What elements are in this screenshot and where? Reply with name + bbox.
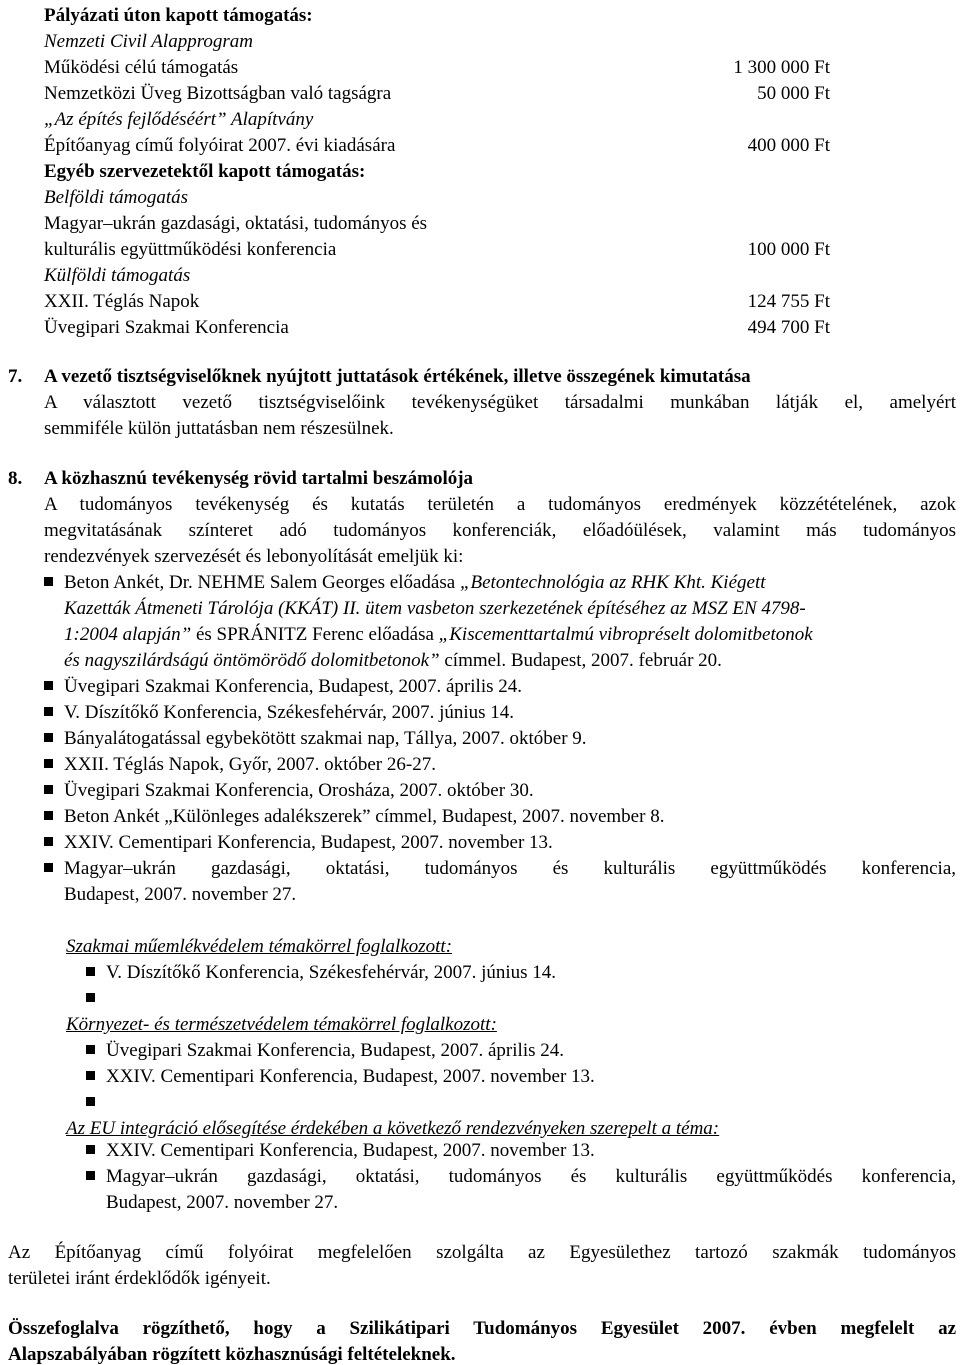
glass-amount: 50 000 Ft: [757, 83, 830, 104]
environment-item: XXIV. Cementipari Konferencia, Budapest, 2007. november 13.: [106, 1066, 595, 1087]
section7-line1: A választott vezető tisztségviselőink tevékenységüket társadalmi munkában látják el, amelyért: [44, 392, 956, 413]
bullet-marker: [44, 577, 53, 586]
bullet1-line3-text: és SPRÁNITZ Ferenc előadása: [191, 624, 439, 645]
list-item: Bányalátogatással egybekötött szakmai nap, Tállya, 2007. október 9.: [64, 728, 587, 749]
summary-line1: Összefoglalva rögzíthető, hogy a Szilikátipari Tudományos Egyesület 2007. évben megfelelt az: [8, 1318, 956, 1339]
bullet1-line1-text: Beton Ankét, Dr. NEHME Salem Georges előadása: [64, 572, 460, 593]
foundation-title: „Az építés fejlődéséért” Alapítvány: [44, 109, 314, 130]
environment-item: Üvegipari Szakmai Konferencia, Budapest, 2007. április 24.: [106, 1040, 564, 1061]
bullet1-line1-title: „Betontechnológia az RHK Kht. Kiégett: [459, 572, 766, 593]
bullet1-line1: [64, 573, 766, 592]
bullet1-line4-text: címmel. Budapest, 2007. február 20.: [439, 650, 722, 671]
bullet-marker: [44, 759, 53, 768]
section8-title: A közhasznú tevékenység rövid tartalmi beszámolója: [44, 468, 474, 489]
list-item: V. Díszítőkő Konferencia, Székesfehérvár, 2007. június 14.: [64, 702, 515, 723]
foreign-title: Külföldi támogatás: [44, 265, 191, 286]
list-item: Beton Ankét „Különleges adalékszerek” címmel, Budapest, 2007. november 8.: [64, 806, 665, 827]
bullet-marker: [44, 681, 53, 690]
journal-note-line1: Az Építőanyag című folyóirat megfelelően szolgálta az Egyesülethez tartozó szakmák tudományos: [8, 1242, 956, 1263]
section7-title: A vezető tisztségviselőknek nyújtott juttatások értékének, illetve összegének kimutatása: [44, 366, 751, 387]
list-item: Üvegipari Szakmai Konferencia, Orosháza, 2007. október 30.: [64, 780, 534, 801]
operating-label: Működési célú támogatás: [44, 57, 239, 78]
list-item: XXII. Téglás Napok, Győr, 2007. október 26-27.: [64, 754, 436, 775]
bullet1-line4-title: és nagyszilárdságú öntömörödő dolomitbetonok”: [64, 650, 440, 671]
glass-label: Nemzetközi Üveg Bizottságban való tagságra: [44, 83, 392, 104]
environment-heading: Környezet- és természetvédelem témakörrel foglalkozott:: [66, 1014, 497, 1035]
eu-item-line1: Magyar–ukrán gazdasági, oktatási, tudományos és kulturális együttműködés konferencia,: [106, 1166, 956, 1187]
eu-item-line2: Budapest, 2007. november 27.: [106, 1192, 339, 1213]
list-item: Üvegipari Szakmai Konferencia, Budapest, 2007. április 24.: [64, 676, 522, 697]
bullet1-line4: [64, 651, 722, 670]
domestic-title: Belföldi támogatás: [44, 187, 189, 208]
bullet-marker: [86, 1071, 95, 1080]
section8-intro3: rendezvények szervezését és lebonyolítását emeljük ki:: [44, 546, 464, 567]
heritage-heading: Szakmai műemlékvédelem témakörrel foglalkozott:: [66, 936, 453, 957]
support-heading: Pályázati úton kapott támogatás:: [44, 5, 313, 26]
bullet-marker: [86, 1171, 95, 1180]
bullet-marker: [44, 733, 53, 742]
bullet-marker: [44, 707, 53, 716]
section7-line2: semmiféle külön juttatásban nem részesülnek.: [44, 418, 394, 439]
nca-title: Nemzeti Civil Alapprogram: [44, 31, 253, 52]
bullet-marker: [86, 993, 95, 1002]
list-item-last-line2: Budapest, 2007. november 27.: [64, 884, 297, 905]
teglas-label: XXII. Téglás Napok: [44, 291, 200, 312]
conf-line2: kulturális együttműködési konferencia: [44, 239, 337, 260]
bullet-marker: [44, 863, 53, 872]
bullet1-line3-title: 1:2004 alapján”: [64, 624, 192, 645]
bullet-marker: [86, 967, 95, 976]
journal-amount: 400 000 Ft: [747, 135, 830, 156]
section8-intro2: megvitatásának színteret adó tudományos konferenciák, előadóülések, valamint más tudományos: [44, 520, 956, 541]
bullet1-line2: Kazetták Átmeneti Tárolója (KKÁT) II. ütem vasbeton szerkezetének építéséhez az MSZ EN 4798-: [64, 598, 806, 619]
section8-intro1: A tudományos tevékenység és kutatás területén a tudományos eredmények közzétételének, azok: [44, 494, 956, 515]
uveg-amount: 494 700 Ft: [747, 317, 830, 338]
bullet-marker: [44, 785, 53, 794]
teglas-amount: 124 755 Ft: [747, 291, 830, 312]
bullet-marker: [44, 837, 53, 846]
conf-line1: Magyar–ukrán gazdasági, oktatási, tudományos és: [44, 213, 428, 234]
section7-number: 7.: [8, 366, 23, 387]
operating-amount: 1 300 000 Ft: [733, 57, 830, 78]
other-heading: Egyéb szervezetektől kapott támogatás:: [44, 161, 366, 182]
conf-amount: 100 000 Ft: [747, 239, 830, 260]
uveg-label: Üvegipari Szakmai Konferencia: [44, 317, 289, 338]
eu-item: XXIV. Cementipari Konferencia, Budapest, 2007. november 13.: [106, 1140, 595, 1161]
journal-label: Építőanyag című folyóirat 2007. évi kiadására: [44, 135, 396, 156]
bullet-marker: [86, 1045, 95, 1054]
list-item-last-line1: Magyar–ukrán gazdasági, oktatási, tudományos és kulturális együttműködés konferencia,: [64, 858, 956, 879]
section8-number: 8.: [8, 468, 23, 489]
list-item: XXIV. Cementipari Konferencia, Budapest, 2007. november 13.: [64, 832, 553, 853]
eu-heading: Az EU integráció elősegítése érdekében a következő rendezvényeken szerepelt a téma:: [66, 1118, 720, 1139]
bullet-marker: [86, 1097, 95, 1106]
bullet1-line3: [64, 625, 813, 644]
bullet-marker: [44, 811, 53, 820]
bullet-marker: [86, 1145, 95, 1154]
heritage-item: V. Díszítőkő Konferencia, Székesfehérvár, 2007. június 14.: [106, 962, 557, 983]
bullet1-line3-title2: „Kiscementtartalmú vibropréselt dolomitbetonok: [438, 624, 813, 645]
summary-line2: Alapszabályában rögzített közhasznúsági feltételeknek.: [8, 1344, 456, 1365]
journal-note-line2: területei iránt érdeklődők igényeit.: [8, 1268, 271, 1289]
